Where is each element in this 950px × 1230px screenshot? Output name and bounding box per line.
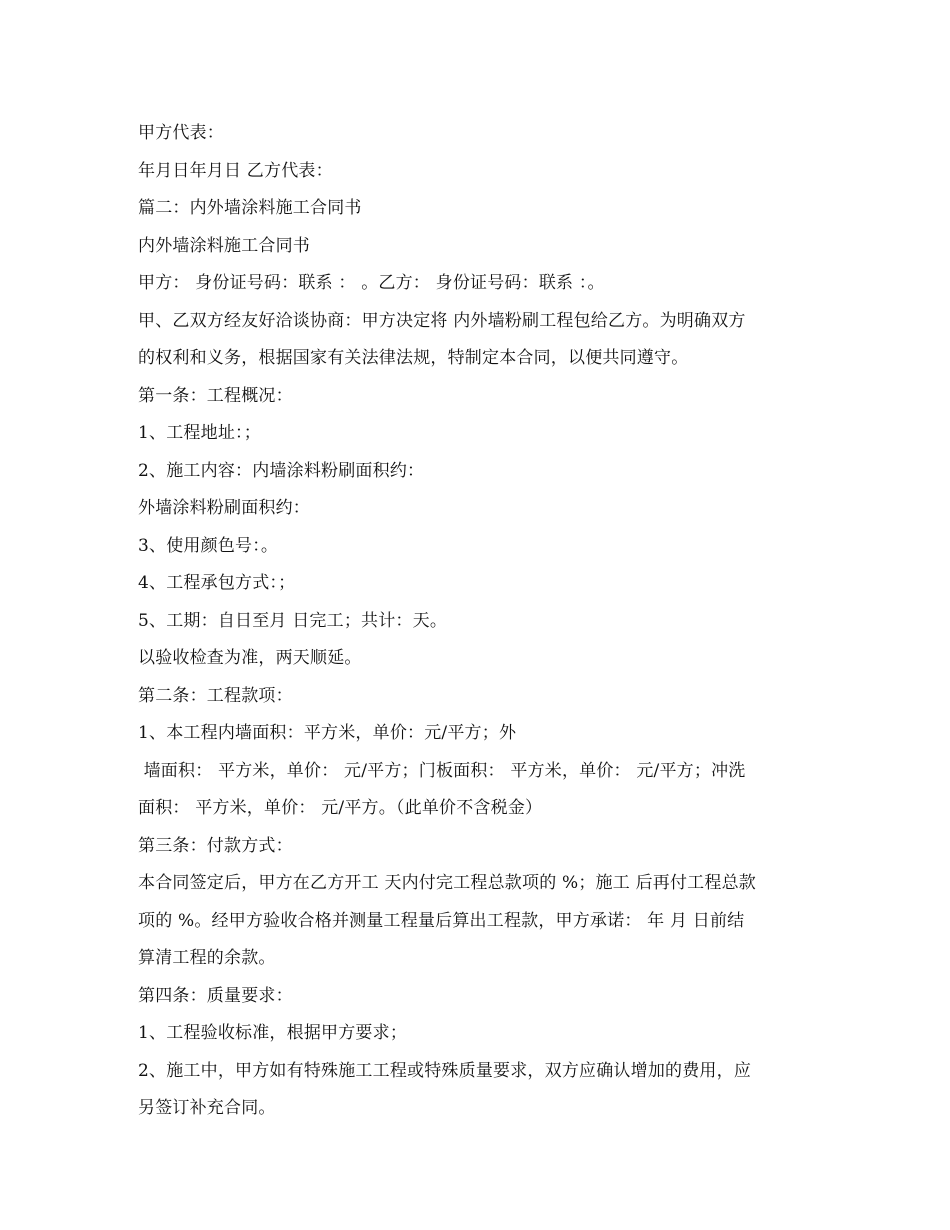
paragraph-line: 算清工程的余款。: [138, 948, 276, 968]
article-heading: 第二条：工程款项：: [138, 685, 293, 706]
article-heading: 第三条：付款方式：: [138, 835, 293, 856]
clause-line: 2、施工内容：内墙涂料粉刷面积约：: [138, 460, 425, 481]
clause-line: 以验收检查为准，两天顺延。: [138, 648, 362, 668]
clause-line: 1、本工程内墙面积：平方米，单价：元/平方；外: [138, 723, 517, 743]
clause-line: 外墙涂料粉刷面积约：: [138, 498, 310, 518]
clause-line: 3、使用颜色号：。: [138, 535, 279, 556]
clause-line: 墙面积： 平方米，单价： 元/平方；门板面积： 平方米，单价： 元/平方；冲洗: [138, 760, 746, 781]
contract-body: [138, 115, 808, 1128]
clause-line: 5、工期：自日至月 日完工；共计：天。: [138, 610, 448, 631]
clause-line: 1、工程地址：；: [138, 423, 261, 443]
contract-title: 内外墙涂料施工合同书: [138, 235, 310, 256]
clause-line: 面积： 平方米，单价： 元/平方。（此单价不含税金）: [138, 798, 543, 818]
clause-line: 2、施工中，甲方如有特殊施工工程或特殊质量要求，双方应确认增加的费用，应: [138, 1060, 752, 1081]
clause-line: 4、工程承包方式：；: [138, 573, 296, 593]
parties-line: 甲方： 身份证号码：联系 ： 。乙方： 身份证号码：联系 ：。: [138, 273, 605, 293]
date-and-party-b-representative: 年月日年月日 乙方代表：: [138, 160, 333, 181]
section-heading: 篇二：内外墙涂料施工合同书: [138, 198, 362, 218]
clause-line: 另签订补充合同。: [138, 1098, 276, 1118]
article-heading: 第一条：工程概况：: [138, 385, 293, 406]
paragraph-line: 甲、乙双方经友好洽谈协商：甲方决定将 内外墙粉刷工程包给乙方。为明确双方: [138, 310, 746, 331]
paragraph-line: 的权利和义务，根据国家有关法律法规，特制定本合同，以便共同遵守。: [138, 348, 689, 368]
clause-line: 1、工程验收标准，根据甲方要求；: [138, 1023, 408, 1043]
paragraph-line: 本合同签定后，甲方在乙方开工 天内付完工程总款项的 %；施工 后再付工程总款: [138, 873, 756, 893]
paragraph-line: 项的 %。经甲方验收合格并测量工程量后算出工程款，甲方承诺： 年 月 日前结: [138, 910, 745, 931]
article-heading: 第四条：质量要求：: [138, 985, 293, 1006]
party-a-representative: 甲方代表：: [138, 123, 224, 143]
